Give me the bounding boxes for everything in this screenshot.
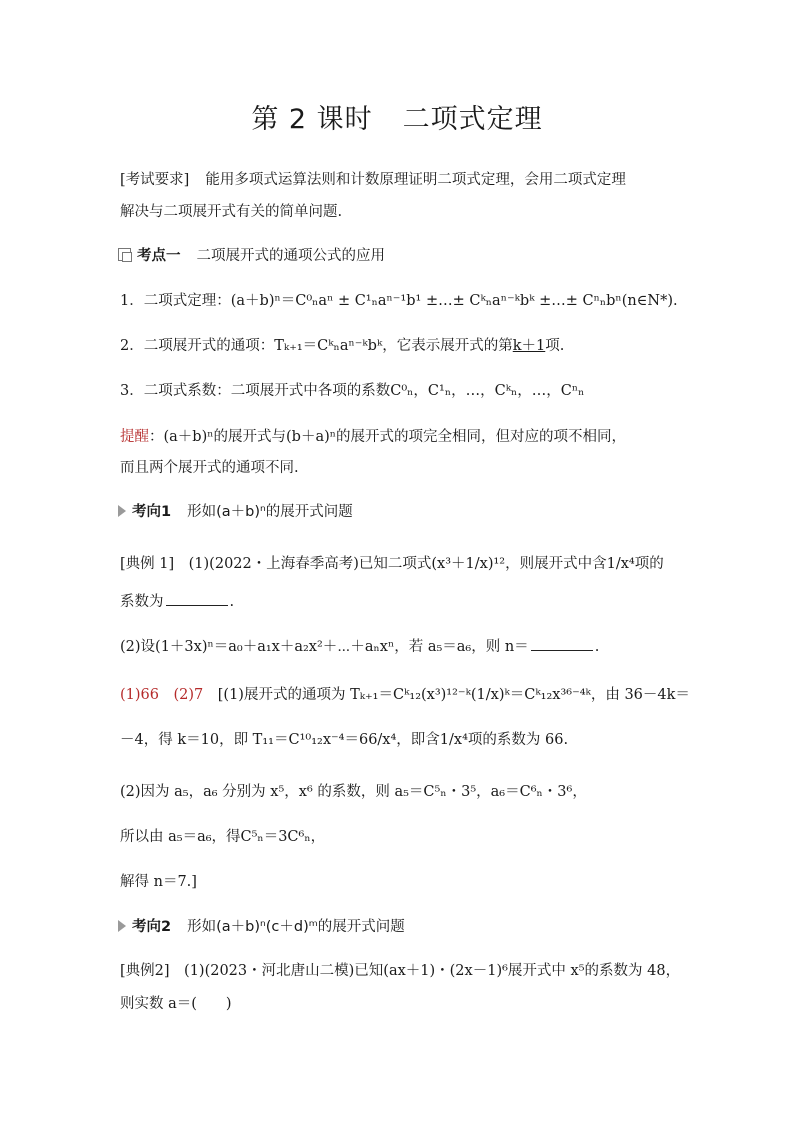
example2-line-2: 则实数 a＝( ) <box>120 996 232 1012</box>
direction-heading-1: 考向1 形如(a＋b)ⁿ的展开式问题 <box>118 500 353 521</box>
requirement-line-2: 解决与二项展开式有关的简单问题. <box>120 204 343 220</box>
example1-line-1: [典例 1] (1)(2022・上海春季高考)已知二项式(x³＋1/x)¹²，则展开式中含1/x⁴项的 <box>120 556 664 572</box>
title-topic: 二项式定理 <box>402 104 543 135</box>
example1-line-2: 系数为 . <box>120 594 235 610</box>
section-heading-1: 考点一 二项展开式的通项公式的应用 <box>118 244 385 265</box>
item-3: 3．二项式系数：二项展开式中各项的系数C⁰ₙ，C¹ₙ，…，Cᵏₙ，…，Cⁿₙ <box>120 383 585 399</box>
solution1-line-1: (1)66 (2)7 [(1)展开式的通项为 Tₖ₊₁＝Cᵏ₁₂(x³)¹²⁻ᵏ(1/x)ᵏ＝Cᵏ₁₂x³⁶⁻⁴ᵏ，由 36－4k＝ <box>120 687 690 703</box>
answer-blank <box>166 593 228 606</box>
direction-heading-2: 考向2 形如(a＋b)ⁿ(c＋d)ᵐ的展开式问题 <box>118 915 405 936</box>
requirement-label: [考试要求] <box>120 172 190 188</box>
solution1-line-3: (2)因为 a₅，a₆ 分别为 x⁵，x⁶ 的系数，则 a₅＝C⁵ₙ・3⁵，a₆＝C⁶ₙ・3⁶， <box>120 784 587 800</box>
reminder-line-2: 而且两个展开式的通项不同. <box>120 460 299 476</box>
triangle-marker-icon <box>118 920 126 932</box>
example1-line-3: (2)设(1＋3x)ⁿ＝a₀＋a₁x＋a₂x²＋⋯＋aₙxⁿ，若 a₅＝a₆，则 n＝ . <box>120 639 600 655</box>
reminder-label: 提醒 <box>120 429 149 445</box>
requirement-line-1: [考试要求] 能用多项式运算法则和计数原理证明二项式定理，会用二项式定理 <box>120 172 626 188</box>
item-1: 1．二项式定理：(a＋b)ⁿ＝C⁰ₙaⁿ ± C¹ₙaⁿ⁻¹b¹ ±…± Cᵏₙaⁿ⁻ᵏbᵏ ±…± Cⁿₙbⁿ(n∈N*). <box>120 293 678 309</box>
answer-text: (1)66 (2)7 <box>120 687 204 703</box>
page-title <box>0 97 794 136</box>
reminder-line-1: 提醒：(a＋b)ⁿ的展开式与(b＋a)ⁿ的展开式的项完全相同，但对应的项不相同， <box>120 429 627 445</box>
section-box-icon <box>118 248 131 261</box>
triangle-marker-icon <box>118 505 126 517</box>
item-2: 2．二项展开式的通项：Tₖ₊₁＝Cᵏₙaⁿ⁻ᵏbᵏ，它表示展开式的第k＋1项. <box>120 338 565 354</box>
solution1-line-2: －4，得 k＝10，即 T₁₁＝C¹⁰₁₂x⁻⁴＝66/x⁴，即含1/x⁴项的系数为 66. <box>120 732 569 748</box>
title-lesson: 第 2 课时 <box>251 104 373 135</box>
example2-line-1: [典例2] (1)(2023・河北唐山二模)已知(ax＋1)・(2x－1)⁶展开式中 x⁵的系数为 48， <box>120 963 681 979</box>
solution1-line-5: 解得 n＝7.] <box>120 874 197 890</box>
answer-blank <box>531 638 593 651</box>
solution1-line-4: 所以由 a₅＝a₆，得C⁵ₙ＝3C⁶ₙ， <box>120 829 326 845</box>
